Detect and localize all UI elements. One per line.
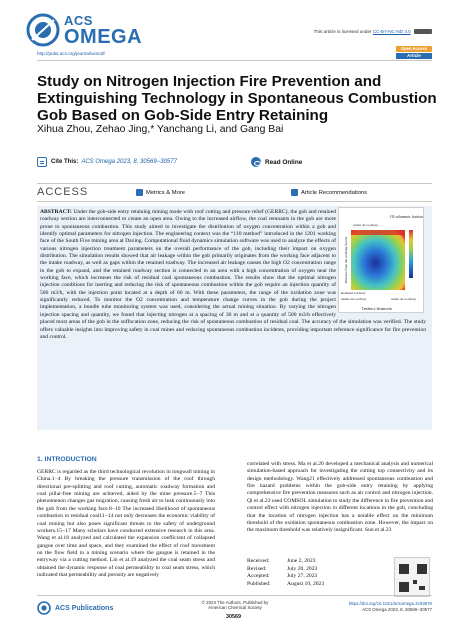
toc-ylabel: Distance from the working face/m: [344, 236, 348, 284]
article-type-badge: Article: [396, 53, 432, 59]
toc-colorbar: [409, 230, 413, 278]
read-online-button[interactable]: [251, 157, 302, 167]
intro-right-column: correlated with stress. Ma et al.20 developed a mechanical analysis and numerical simulation-based approach for investigating the cutting top connectivity and its design methodology. Wang21 effectively addressed spontaneous combustion and fire hazard problems within the gob-side entry retaining by applying comprehensive fire prevention measures such as air control and nitrogen injection. Qi et al.22 used COMSOL simulation to study the difference in fire prevention and control effect with nitrogen injection in different locations in the gob, concluding that the location of nitrogen injection has a notable effect on the minimum threshold of the oxidation spontaneous combustion zone. However, the impact on the maximum threshold was relatively insignificant. Sun et al.23: [247, 461, 433, 534]
abstract-body: Under the gob-side entry retaining mining mode with roof cutting and pressure relief (GERRC), the gob and retained roadway section are interconnected to create an open area. Owing to the increased airflow, the coal remnants in the gob are more prone to spontaneous combustion. This study aimed to investigate the distribution of oxygen concentration within a gob and identify optimal parameters for nitrogen injection. The engineering context was the “110 method” introduced in the 1201 working face of the South Five mining area at Daxing. Computational fluid dynamics simulation software was used to analyze the effects of various nitrogen injection treatment parameters on the overall performance of the gob, including their impact on oxygen distribution. The simulation results showed that air leakage within the gob primarily originates from the working face adjacent to the intake roadway, as well as gaps within the retained roadway. The increased air leakage causes the high O2 concentration range in the gob to expand, and the retained roadway section is connected to an area with a high concentration of oxygen near the working face, which increases the risk of residual coal spontaneous combustion. The results show that the optimal nitrogen injection conditions for inerting and reducing the risk of spontaneous combustion within the gob require an injection quantity of 500 m3/h, with the injection point located at a depth of 60 m. With these parameters, the range of the oxidation zone was significantly reduced. To monitor the O2 concentration and temperature change curves in the gob during the project implementation, a bundle tube monitoring system was used, considering the actual mining situation. By varying the nitrogen injection spacing and quantity, we found that injecting nitrogen at a spacing of 30 m and at a quantity of 500 m3/h effectively placed most areas of the gob in the suffocation zone, reducing the risk of spontaneous combustion of residual coal. The accuracy of the simulation was verified. The study offers valuable insights into improving safety in coal mines and reducing spontaneous combustion incidents, providing important reference significance for fire prevention and control.: [40, 209, 426, 340]
toc-legend-title: O2 volumetric fraction: [390, 215, 423, 219]
cc-license-icon: [414, 29, 432, 34]
metrics-button[interactable]: [136, 189, 185, 196]
journal-url[interactable]: http://pubs.acs.org/journal/acsodf: [37, 51, 105, 56]
citation-link[interactable]: ACS Omega 2023, 8, 30569−30577: [81, 159, 177, 165]
acs-publications-logo[interactable]: [37, 601, 113, 615]
recommendations-label: Article Recommendations: [301, 189, 368, 196]
copyright-line-2: American Chemical Society: [208, 605, 262, 611]
toc-label-return-air-2: return air roadway: [391, 297, 417, 301]
access-label: ACCESS: [37, 186, 89, 198]
recommendations-icon: [291, 189, 298, 196]
qr-code-icon: [394, 557, 430, 597]
toc-label-return-air: return air roadway: [353, 223, 379, 227]
abstract-label: ABSTRACT:: [40, 209, 72, 215]
license-prefix: This article is licensed under: [313, 29, 372, 34]
journal-logo[interactable]: [26, 10, 176, 50]
metrics-label: Metrics & More: [146, 189, 185, 196]
date-revised: Revised: July 20, 2023: [247, 565, 318, 572]
toc-label-retained: Retained roadway: [341, 291, 366, 295]
section-heading-introduction: 1. INTRODUCTION: [37, 456, 97, 463]
toc-contour-plot: [339, 208, 425, 314]
acs-publications-icon: [37, 601, 51, 615]
footer-divider: [37, 595, 432, 596]
article-dates: [247, 558, 324, 588]
article-title: Study on Nitrogen Injection Fire Prevention and Extinguishing Technology in Spontaneous Combustion Gob Based on Gob-Side Entry Retaining: [37, 73, 437, 125]
page-number: 30569: [226, 614, 241, 620]
date-published: Published: August 10, 2023: [247, 580, 325, 587]
date-accepted: Accepted: July 27, 2023: [247, 573, 318, 580]
intro-left-column: GERRC is regarded as the third technological revolution in longwall mining in China.1−4 By breaking the pressure transmission of the roof through directional pre-splitting and roof cutting, automatic roadway formation and coal pillar-free mining are achieved, aided by the mine pressure.5−7 This phenomenon changes gas migration, causing fresh air to leak continuously into the gob from the working face.8−10 The increased likelihood of spontaneous combustion in residual coal11−14 not only decreases the economic viability of coal mining but also poses significant threats to the safety of underground workers.15−17 Many scholars have conducted extensive research in this area. Wang et al.18 analyzed and calculated the expansion coefficient of collapsed gangue over time and space, and they examined the effect of roof movement on the flow field in a mining scenario where the gangue is retained in the entryway via a cutting method. Lin et al.19 analyzed the coal seam stress and obtained the dynamic response of coal permeability to coal seam stress, which indicated that permeability and porosity are negatively: [37, 469, 215, 579]
footer-journal-ref: ACS Omega 2023, 8, 30569−30577: [362, 606, 432, 612]
toc-graphic: [338, 207, 424, 313]
header-divider: [37, 60, 432, 61]
recommendations-button[interactable]: [291, 189, 367, 196]
cite-this[interactable]: [37, 157, 177, 167]
toc-xlabel: Tendency distance/m: [361, 307, 393, 311]
license-notice: [314, 29, 432, 34]
acs-omega-logo-icon: [26, 13, 60, 47]
open-access-badge: Open Access: [396, 46, 432, 52]
license-link[interactable]: CC-BY-NC-ND 4.0: [372, 29, 411, 34]
footer-copyright: [175, 600, 295, 610]
copyright-line-1: © 2023 The Authors. Published by: [201, 600, 269, 605]
toc-contour-field: [351, 230, 405, 290]
logo-line-1: ACS: [64, 12, 93, 28]
eye-icon: [251, 157, 261, 167]
publisher-name: ACS Publications: [55, 604, 114, 612]
footer-doi: [349, 601, 432, 612]
read-online-label: Read Online: [265, 158, 303, 166]
metrics-icon: [136, 189, 143, 196]
toc-contour-edge: [351, 230, 405, 235]
cite-label: Cite This:: [51, 159, 79, 165]
access-bar: [37, 183, 432, 202]
doi-link[interactable]: https://doi.org/10.1021/acsomega.3c03876: [348, 601, 432, 606]
toc-label-intake: intake air roadway: [341, 297, 367, 301]
author-list: Xihua Zhou, Zehao Jing,* Yanchang Li, and Gang Bai: [37, 124, 284, 135]
logo-line-2: OMEGA: [64, 25, 143, 48]
date-received: Received: June 2, 2023: [247, 558, 316, 564]
cite-icon: [37, 157, 47, 167]
